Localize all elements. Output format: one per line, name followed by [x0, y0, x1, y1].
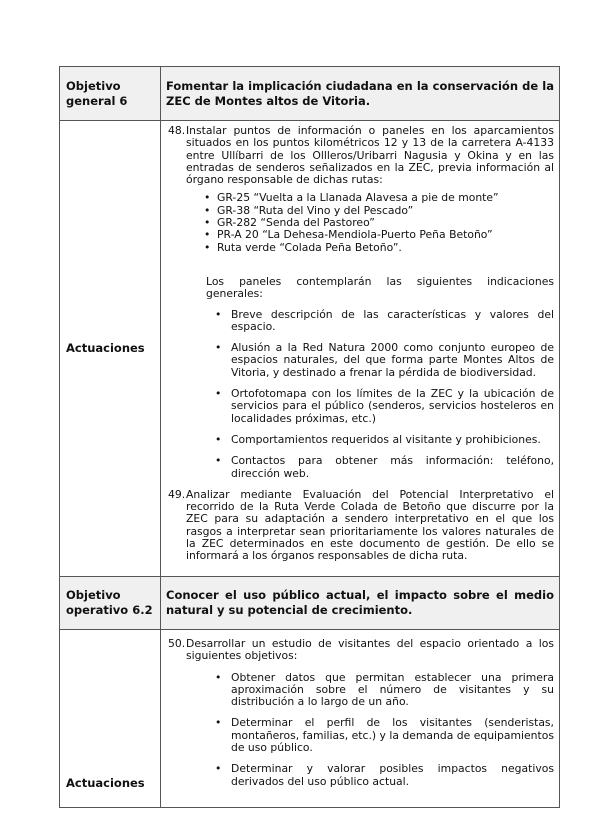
actions-label-cell: [60, 121, 161, 577]
routes-list: [161, 192, 559, 253]
objective-label-cell: [60, 67, 161, 121]
bullet-icon: •: [215, 454, 222, 468]
list-item: • Determinar el perfil de los visitantes (senderistas, montañeros, familias, etc.) y la demanda de equipamientos de uso público.: [215, 716, 554, 755]
action-text: Analizar mediante Evaluación del Potencial Interpretativo el recorrido de la Ruta Verde Colada de Betoño que discurre por la ZEC para su adaptación a sendero interpretativo en el que los rasgos a interpretar sean prioritariamente los valores naturales de la ZEC determinados en este documento de gestión. De ello se informará a los órganos responsables de dicha ruta.: [186, 487, 554, 563]
objective-text-cell: [161, 577, 560, 630]
action-number: 48.: [168, 124, 186, 137]
list-item: • GR-25 “Vuelta a la Llanada Alavesa a pie de monte”: [204, 191, 499, 205]
list-item: • GR-282 “Senda del Pastoreo”: [204, 216, 375, 230]
objective-label-cell: [60, 577, 161, 630]
bullet-icon: •: [215, 341, 222, 355]
bullet-icon: •: [215, 387, 222, 401]
actions-cell: [161, 121, 560, 577]
bullet-icon: •: [215, 670, 222, 684]
actions-label-cell: [60, 630, 161, 808]
bullet-icon: •: [204, 228, 211, 242]
action-item-48: [161, 125, 559, 186]
list-item: • Determinar y valorar posibles impactos negativos derivados del uso público actual.: [215, 762, 554, 788]
objective-text: Fomentar la implicación ciudadana en la conservación de la ZEC de Montes altos de Vitoria.: [166, 78, 554, 108]
action-item-49: [161, 489, 559, 563]
study-objectives-list: [161, 672, 559, 788]
list-item: • GR-38 “Ruta del Vino y del Pescado”: [204, 203, 414, 217]
actions-label: Actuaciones: [66, 776, 145, 790]
actions-cell: [161, 630, 560, 808]
list-item: • Ruta verde “Colada Peña Betoño”.: [204, 240, 402, 254]
list-item: • Contactos para obtener más información: teléfono, dirección web.: [215, 454, 554, 480]
bullet-icon: •: [215, 762, 222, 776]
list-item: • Alusión a la Red Natura 2000 como conjunto europeo de espacios naturales, del que forma parte Montes Altos de Vitoria, y destinado a frenar la pérdida de biodiversidad.: [215, 341, 554, 379]
list-item: • PR-A 20 “La Dehesa-Mendiola-Puerto Peña Betoño”: [204, 228, 493, 242]
bullet-icon: •: [204, 191, 211, 205]
action-item-50: [161, 638, 559, 663]
list-item: • Ortofotomapa con los límites de la ZEC y la ubicación de servicios para el público (senderos, servicios hosteleros en localidades próximas, etc.): [215, 387, 554, 425]
bullet-icon: •: [215, 307, 222, 321]
panels-intro: Los paneles contemplarán las siguientes indicaciones generales:: [206, 274, 554, 301]
table-row: [60, 630, 560, 808]
table-row: [60, 67, 560, 121]
actions-label: Actuaciones: [66, 341, 145, 355]
action-text: Instalar puntos de información o paneles en los aparcamientos situados en los puntos kilométricos 12 y 13 de la carretera A-4133 entre Ullíbarri de los Ollleros/Uribarri Nagusia y Okina y en las entradas de senderos señalizados en la ZEC, previa información al órgano responsable de dichas rutas:: [186, 124, 554, 187]
bullet-icon: •: [215, 716, 222, 730]
action-text: Desarrollar un estudio de visitantes del espacio orientado a los siguientes objetivos:: [186, 637, 554, 663]
table-row: [60, 121, 560, 577]
management-table: [59, 66, 560, 808]
action-number: 49.: [168, 487, 186, 501]
objective-text-cell: [161, 67, 560, 121]
objective-label: Objetivo general 6: [66, 78, 128, 108]
list-item: • Obtener datos que permitan establecer una primera aproximación sobre el número de visitantes y su distribución a lo largo de un año.: [215, 670, 554, 709]
bullet-icon: •: [204, 240, 211, 254]
objective-label: Objetivo operativo 6.2: [66, 588, 153, 617]
list-item: • Breve descripción de las características y valores del espacio.: [215, 307, 554, 333]
list-item: • Comportamientos requeridos al visitante y prohibiciones.: [215, 432, 541, 446]
panel-indications-list: [161, 309, 559, 480]
bullet-icon: •: [215, 432, 222, 446]
table-row: [60, 577, 560, 630]
action-number: 50.: [168, 637, 186, 650]
objective-text: Conocer el uso público actual, el impacto sobre el medio natural y su potencial de crecimiento.: [166, 588, 554, 617]
bullet-icon: •: [204, 203, 211, 217]
bullet-icon: •: [204, 216, 211, 230]
